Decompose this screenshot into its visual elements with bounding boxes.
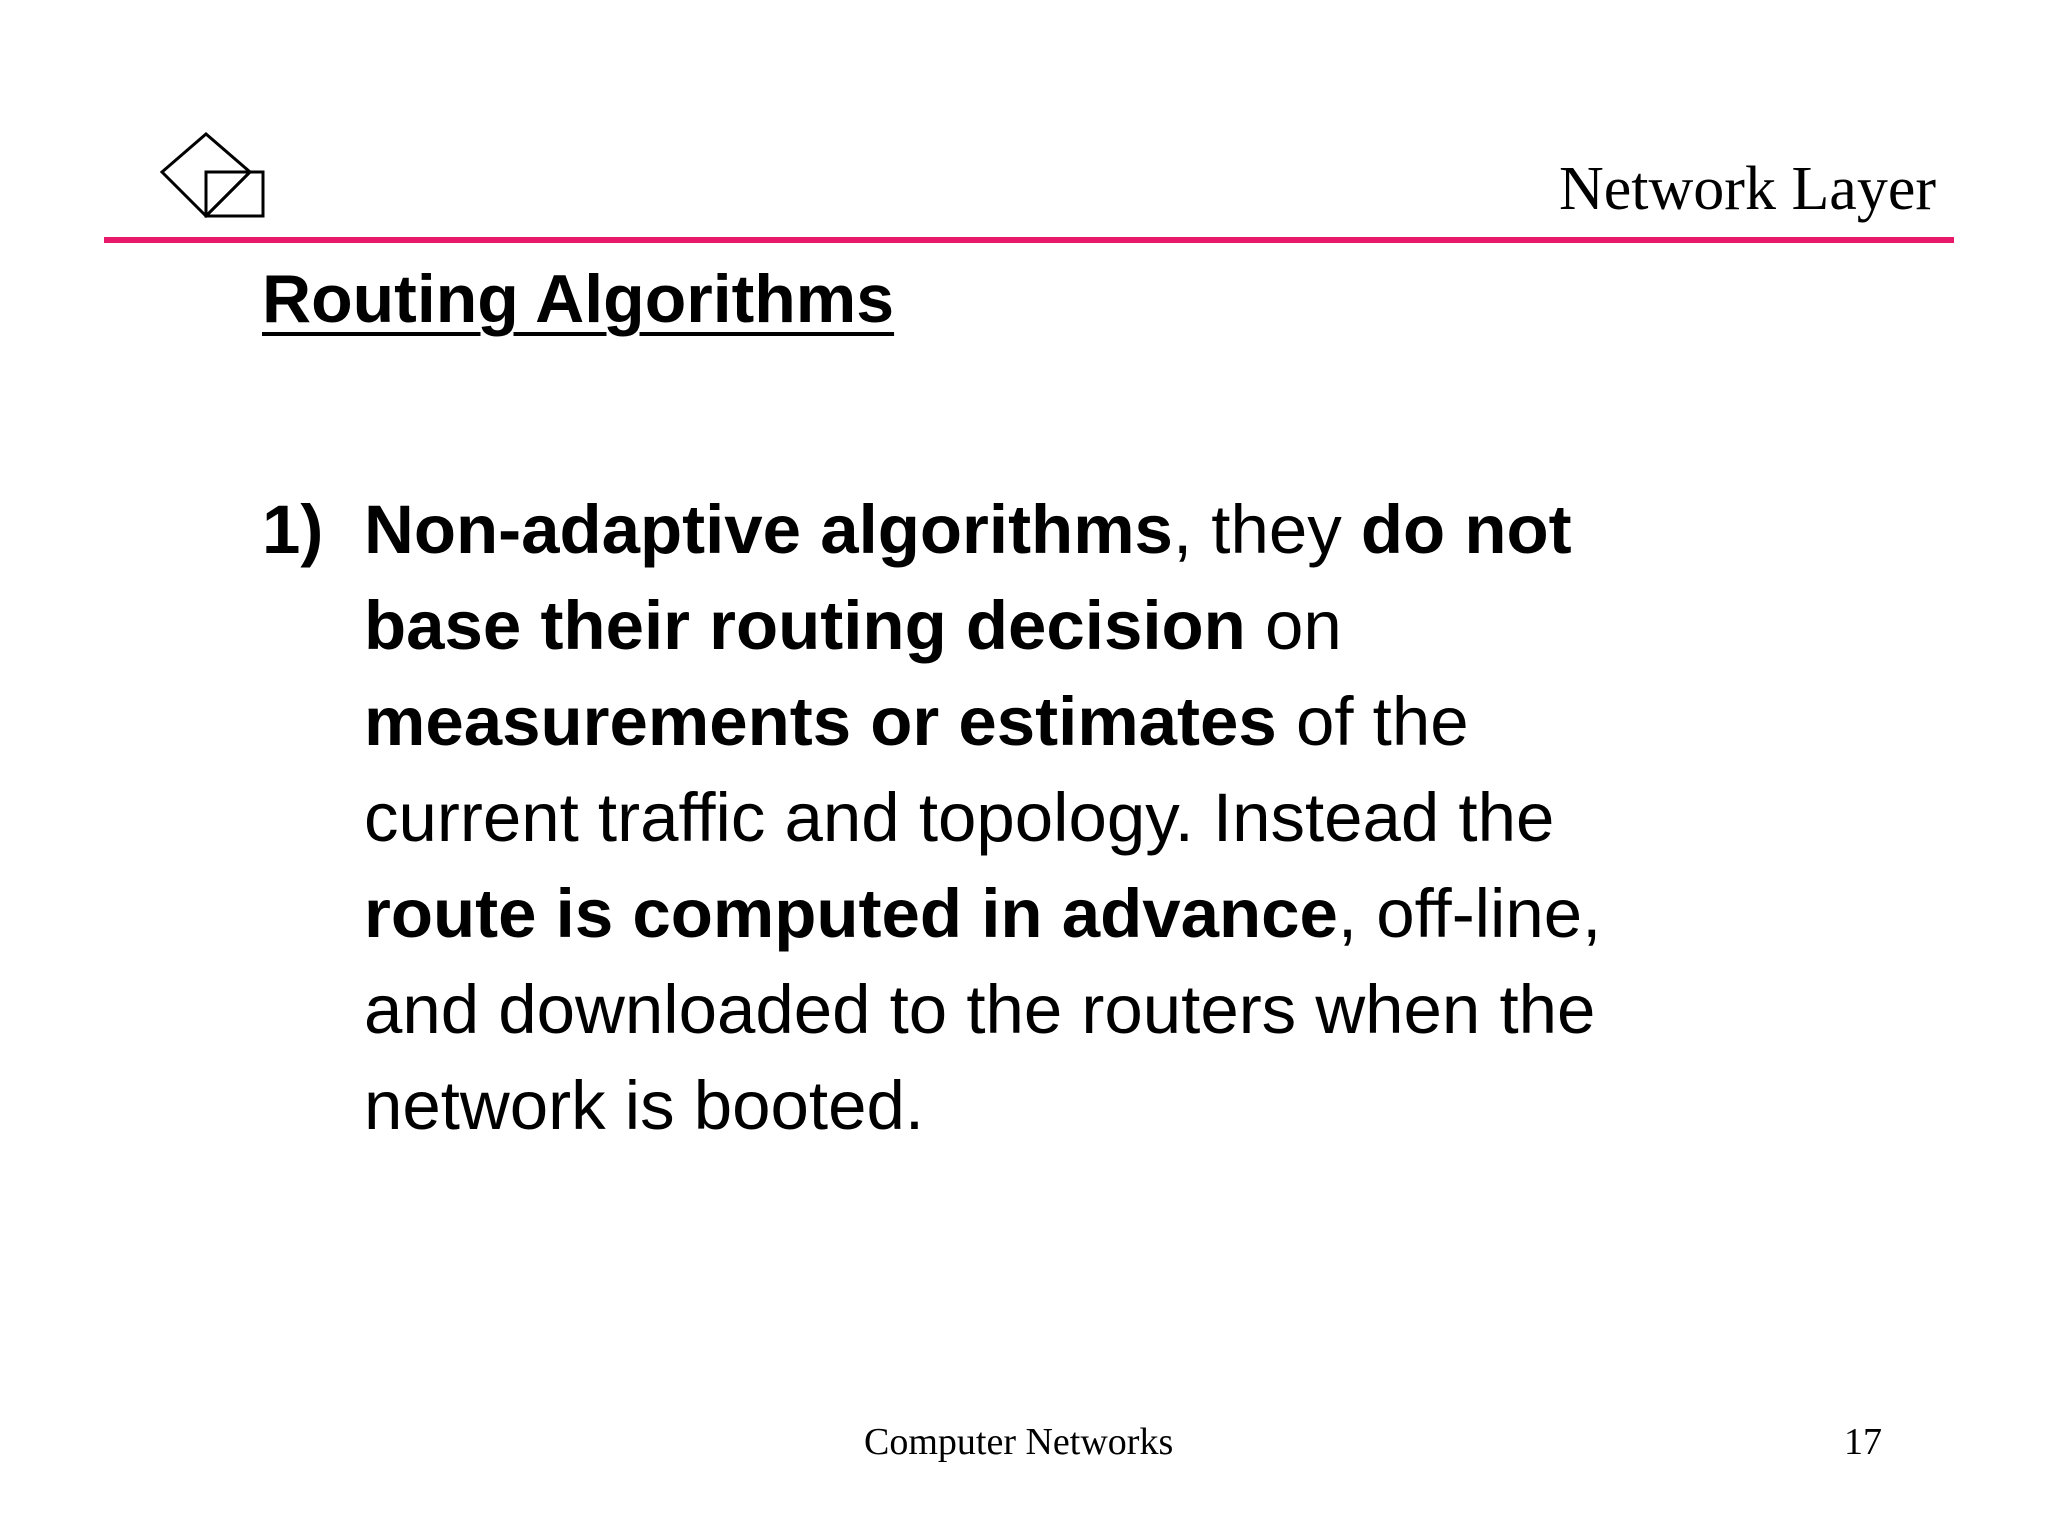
bullet-line [364, 866, 1601, 962]
slide-title: Routing Algorithms [262, 261, 895, 337]
emphasized-text: do not [1360, 491, 1572, 568]
bullet-line [364, 674, 1601, 770]
body-text: of the [1276, 683, 1469, 760]
emphasized-text: Non-adaptive algorithms [364, 491, 1173, 568]
page-number: 17 [1844, 1421, 1882, 1463]
bullet-text [364, 482, 1601, 1154]
bullet-line [364, 578, 1601, 674]
body-text: , they [1172, 491, 1361, 568]
emphasized-text: route is computed in advance [364, 875, 1338, 952]
diamond-square-icon [160, 132, 266, 218]
body-text: current traffic and topology. Instead the [364, 779, 1555, 856]
body-text: , off-line, [1337, 875, 1602, 952]
body-text: network is booted. [364, 1067, 924, 1144]
body-text: and downloaded to the routers when the [364, 971, 1596, 1048]
body-text: on [1245, 587, 1342, 664]
footer-title: Computer Networks [864, 1421, 1174, 1463]
bullet-number: 1) [262, 491, 324, 568]
bullet-line [364, 482, 1601, 578]
header-rule [104, 237, 1954, 243]
emphasized-text: base their routing decision [364, 587, 1246, 664]
emphasized-text: measurements or estimates [364, 683, 1277, 760]
bullet-line [364, 962, 1601, 1058]
header-title: Network Layer [1559, 155, 1936, 223]
bullet-line [364, 1058, 1601, 1154]
bullet-line [364, 770, 1601, 866]
